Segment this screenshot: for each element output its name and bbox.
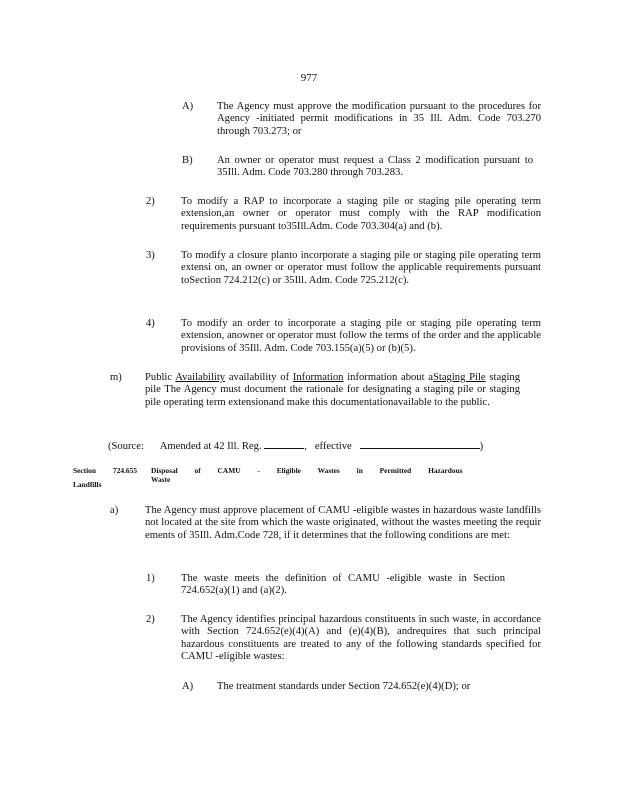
item-label-a: a) (110, 505, 119, 516)
item-text-A1: The Agency must approve the modification pursuant to the procedures for Agency -initiated permit modifications in 35 Ill. Adm. Code 703.270 through 703.273; or (217, 101, 541, 137)
item-label-m: m) (110, 372, 122, 383)
item-text-B1: An owner or operator must request a Class 2 modification pursuant to 35Ill. Adm. Code 703.280 through 703.283. (217, 155, 533, 179)
section-heading: Disposal of CAMU - Eligible Wastes in Permitted Hazardous Waste (151, 466, 463, 484)
section-title: Section (73, 466, 96, 475)
item-label-4: 4) (146, 318, 155, 329)
item-label-a1: 1) (146, 573, 155, 584)
source-line: (Source: Amended at 42 Ill. Reg. , effective ) (108, 438, 483, 453)
item-text-4: To modify an order to incorporate a staging pile or staging pile operating term extension, anowner or operator must follow the terms of the order and the applicable provisions of 35Ill. Adm. Code 703.155(a)(5) or (b)(5). (181, 318, 541, 354)
item-label-a2: 2) (146, 614, 155, 625)
item-label-3: 3) (146, 250, 155, 261)
struck-staging-pile: Staging Pile (433, 372, 486, 383)
item-label-aA: A) (182, 681, 194, 692)
section-number: 724.655 (113, 466, 138, 475)
struck-information: Information (292, 372, 344, 383)
section-heading-line2: Landfills (73, 480, 102, 489)
item-label-B1: B) (182, 155, 193, 166)
item-text-m: Public Availability availability of Information information about aStaging Pile staging pile The Agency must document the rationale for designating a staging pile or staging pile operating term extensionand make this documentationavailable to the public. (145, 372, 521, 408)
effective-blank (360, 438, 480, 449)
page-number: 977 (300, 72, 318, 84)
struck-availability: Availability (175, 372, 226, 383)
reg-blank (264, 438, 304, 449)
item-label-2: 2) (146, 196, 155, 207)
item-text-a: The Agency must approve placement of CAMU -eligible wastes in hazardous waste landfills not located at the site from which the waste originated, without the wastes meeting the requir ements of 35Ill. Adm.Code 728, if it determines that the following conditions are met: (145, 505, 541, 541)
item-text-3: To modify a closure planto incorporate a staging pile or staging pile operating term extensi on, an owner or operator must follow the applicable requirements pursuant toSection 724.212(c) or 35Ill. Adm. Code 725.212(c). (181, 250, 541, 286)
item-text-a2: The Agency identifies principal hazardous constituents in such waste, in accordance with Section 724.652(e)(4)(A) and (e)(4)(B), andrequires that such principal hazardous constituents are treated to any of the following standards specified for CAMU -eligible wastes: (181, 614, 541, 663)
item-text-aA: The treatment standards under Section 724.652(e)(4)(D); or (217, 681, 471, 692)
item-text-a1: The waste meets the definition of CAMU -eligible waste in Section 724.652(a)(1) and (a)(2). (181, 573, 505, 597)
item-label-A1: A) (182, 101, 194, 112)
item-text-2: To modify a RAP to incorporate a staging pile or staging pile operating term extension,an owner or operator must comply with the RAP modification requirements pursuant to35Ill.Adm. Code 703.304(a) and (b). (181, 196, 541, 232)
